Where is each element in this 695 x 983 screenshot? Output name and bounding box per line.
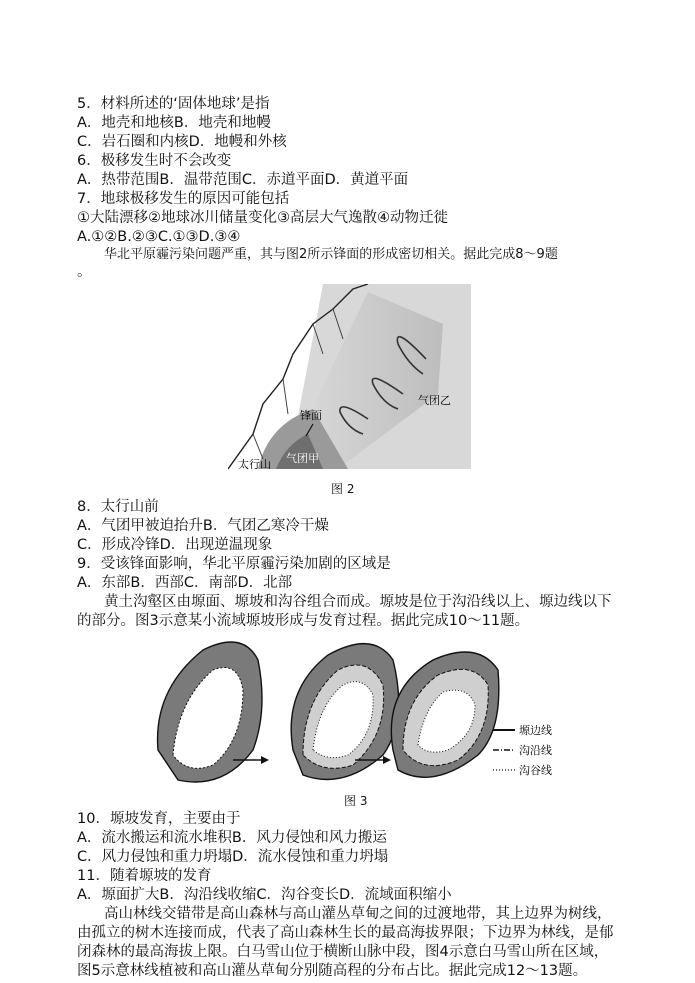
q6-options: A．热带范围B．温带范围C．赤道平面D．黄道平面 xyxy=(77,172,409,188)
question-11: 11．随着塬坡的发育 xyxy=(77,868,212,884)
label-air-mass-a: 气团甲 xyxy=(286,452,319,465)
q7-options: A.①②B.②③C.①③D.③④ xyxy=(77,229,241,245)
question-7: 7．地球极移发生的原因可能包括 xyxy=(77,191,290,207)
label-taihang: 太行山 xyxy=(238,458,271,471)
q9-options: A．东部B．西部C．南部D．北部 xyxy=(77,575,293,591)
label-air-mass-b: 气团乙 xyxy=(418,394,451,407)
label-front: 锋面 xyxy=(300,409,322,422)
q5-options-cd: C．岩石圈和内核D．地幔和外核 xyxy=(77,134,287,150)
legend-edge-line: 塬边线 xyxy=(519,724,552,737)
passage-10-11-line2: 的部分。图3示意某小流域塬坡形成与发育过程。据此完成10～11题。 xyxy=(77,613,530,629)
passage-12-13-line1: 高山林线交错带是高山森林与高山灌丛草甸之间的过渡地带，其上边界为树线， xyxy=(104,906,612,922)
passage-12-13-line3: 闭森林的最高海拔上限。白马雪山位于横断山脉中段，图4示意白马雪山所在区域， xyxy=(77,944,609,960)
question-10: 10．塬坡发育，主要由于 xyxy=(77,811,241,827)
q5-options-ab: A．地壳和地核B．地壳和地幔 xyxy=(77,115,271,131)
question-9: 9．受该锋面影响，华北平原霾污染加剧的区域是 xyxy=(77,556,391,572)
figure-2-front-diagram xyxy=(228,284,471,474)
question-6: 6．极移发生时不会改变 xyxy=(77,153,232,169)
passage-10-11-line1: 黄土沟壑区由塬面、塬坡和沟谷组合而成。塬坡是位于沟沿线以上、塬边线以下 xyxy=(104,594,612,610)
question-8: 8．太行山前 xyxy=(77,499,159,515)
passage-12-13-line4: 图5示意林线植被和高山灌丛草甸分别随高程的分布占比。据此完成12～13题。 xyxy=(77,963,588,979)
q7-statements: ①大陆漂移②地球冰川储量变化③高层大气逸散④动物迁徙 xyxy=(77,210,448,226)
legend-rim-line: 沟沿线 xyxy=(519,744,552,757)
figure-2-caption: 图 2 xyxy=(331,482,355,496)
q10-options-cd: C．风力侵蚀和重力坍塌D．流水侵蚀和重力坍塌 xyxy=(77,849,389,865)
q8-options-ab: A．气团甲被迫抬升B．气团乙寒冷干燥 xyxy=(77,518,329,534)
passage-12-13-line2: 由孤立的树木连接而成，代表了高山森林生长的最高海拔界限；下边界为林线，是郁 xyxy=(77,925,614,941)
passage-8-9: 华北平原霾污染问题严重，其与图2所示锋面的形成密切相关。据此完成8～9题 xyxy=(104,247,558,262)
figure-3-gully-diagram xyxy=(143,630,573,790)
q11-options: A．塬面扩大B．沟沿线收缩C．沟谷变长D．流域面积缩小 xyxy=(77,887,452,903)
q8-options-cd: C．形成冷锋D．出现逆温现象 xyxy=(77,537,273,553)
question-5: 5．材料所述的‘固体地球’是指 xyxy=(77,96,270,112)
passage-8-9-cont: 。 xyxy=(77,264,92,280)
legend-valley-line: 沟谷线 xyxy=(519,764,552,777)
q10-options-ab: A．流水搬运和流水堆积B．风力侵蚀和风力搬运 xyxy=(77,830,387,846)
figure-3-caption: 图 3 xyxy=(344,794,368,808)
